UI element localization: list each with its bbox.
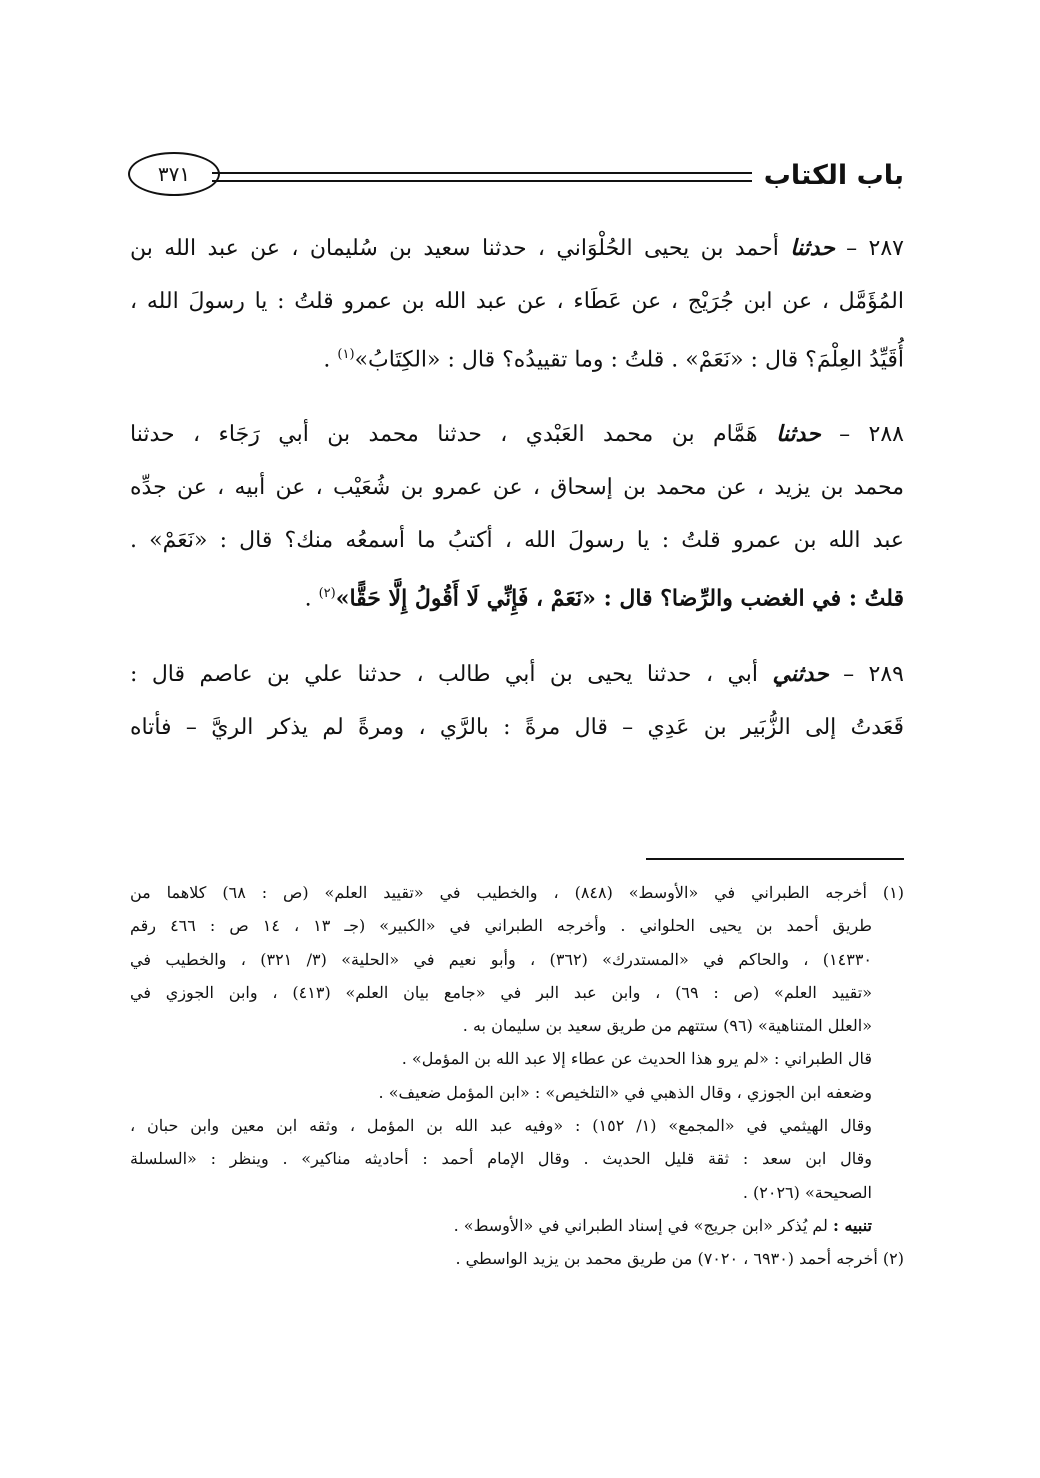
footnote-tanbih — [130, 1209, 904, 1242]
hadith-keyword: حدثني — [772, 660, 829, 687]
tanbih-text: لم يُذكر «ابن جريج» في إسناد الطبراني في «الأوسط» . — [453, 1215, 833, 1235]
hadith-number: ٢٨٩ – — [843, 661, 904, 687]
footnotes — [130, 876, 904, 1276]
header-double-rule — [212, 172, 752, 182]
text-line — [130, 514, 904, 567]
hadith-keyword: حدثنا — [790, 235, 835, 261]
text-line — [130, 328, 904, 386]
footnote-ref-2[interactable]: (٢) — [318, 586, 336, 602]
hadith-number: ٢٨٧ – — [846, 236, 904, 261]
footnote-1-note: وقال الهيثمي في «المجمع» (١/ ١٥٢) : «وفيه عبد الله بن المؤمل ، وثقه ابن معين وابن حبان ، — [130, 1116, 873, 1136]
footnote-1-note: وقال ابن سعد : ثقة قليل الحديث . وقال الإمام أحمد : أحاديثه مناكير» . وينظر : «السلسلة — [130, 1149, 873, 1169]
page-number: ٣٧١ — [128, 152, 220, 196]
text-segment: . — [323, 347, 338, 373]
running-title: باب الكتاب — [763, 160, 904, 191]
hadith-287 — [130, 222, 904, 386]
footnote-1-line: ١٤٣٣٠) ، والحاكم في «المستدرك» (٣٦٢) ، وأبو نعيم في «الحلية» (٣/ ٣٢١) ، والخطيب في — [130, 949, 873, 969]
text-segment: أُقَيِّدُ العِلْمَ؟ قال : «نَعَمْ» . قلتُ : وما تقييدُه؟ قال : «الكِتَابُ» — [354, 347, 904, 373]
text-segment: عبد الله بن عمرو قلتُ : يا رسولَ الله ، أكتبُ ما أسمعُه منك؟ قال : «نَعَمْ» . — [130, 528, 904, 554]
page-header — [128, 150, 904, 208]
text-line — [130, 408, 904, 461]
footnote-1-line: طريق أحمد بن يحيى الحلواني . وأخرجه الطبراني في «الكبير» (جـ ١٣ ، ١٤ ص : ٤٦٦ رقم — [130, 916, 873, 936]
footnote-ref-1[interactable]: (١) — [337, 347, 355, 362]
hadith-289 — [130, 648, 904, 754]
text-line — [130, 648, 904, 701]
footnote-1-note: قال الطبراني : «لم يرو هذا الحديث عن عطاء إلا عبد الله بن المؤمل» . — [401, 1049, 872, 1069]
text-segment: أبي ، حدثنا يحيى بن أبي طالب ، حدثنا علي بن عاصم قال : — [130, 661, 759, 687]
main-text — [130, 222, 904, 776]
text-segment: . — [304, 586, 319, 612]
tanbih-label: تنبيه : — [833, 1215, 872, 1235]
text-segment: أحمد بن يحيى الحُلْوَاني ، حدثنا سعيد بن سُليمان ، عن عبد الله بن — [130, 236, 779, 261]
hadith-number: ٢٨٨ – — [839, 422, 904, 448]
text-segment: هَمَّام بن محمد العَبْدي ، حدثنا محمد بن أبي رَجَاء ، حدثنا — [130, 422, 758, 448]
text-segment: محمد بن يزيد ، عن محمد بن إسحاق ، عن عمرو بن شُعَيْب ، عن أبيه ، عن جدِّه — [130, 475, 904, 501]
footnote-1-line: «تقييد العلم» (ص : ٦٩) ، وابن عبد البر في «جامع بيان العلم» (٤١٣) ، وابن الجوزي في — [130, 982, 873, 1002]
text-line — [130, 461, 904, 514]
footnote-1-note: الصحيحة» (٢٠٢٦) . — [742, 1182, 872, 1202]
text-line — [130, 701, 904, 754]
footnote-1-line: «العلل المتناهية» (٩٦) ستتهم من طريق سعيد بن سليمان به . — [462, 1016, 872, 1036]
footnote-1-note: وضعفه ابن الجوزي ، وقال الذهبي في «التلخيص» : «ابن المؤمل ضعيف» . — [378, 1082, 872, 1102]
text-line — [130, 567, 904, 625]
text-line — [130, 275, 904, 328]
footnote-separator — [646, 858, 904, 860]
hadith-keyword: حدثنا — [776, 421, 821, 448]
text-segment: قلتُ : في الغضب والرِّضا؟ قال : «نَعَمْ ، فَإِنِّي لَا أَقُولُ إِلَّا حَقًّا» — [335, 585, 904, 612]
text-line — [130, 222, 904, 275]
text-segment: قَعَدتُ إلى الزُّبَير بن عَدِي – قال مرةً : بالرَّي ، ومرةً لم يذكر الريَّ – فأتاه — [130, 714, 904, 740]
footnote-1-line: (١) أخرجه الطبراني في «الأوسط» (٨٤٨) ، والخطيب في «تقييد العلم» (ص : ٦٨) كلاهما من — [130, 883, 904, 902]
text-segment: المُؤَمَّل ، عن ابن جُرَيْج ، عن عَطَاء ، عن عبد الله بن عمرو قلتُ : يا رسولَ الله ، — [130, 289, 904, 314]
footnote-2: (٢) أخرجه أحمد (٦٩٣٠ ، ٧٠٢٠) من طريق محمد بن يزيد الواسطي . — [455, 1249, 904, 1269]
hadith-288 — [130, 408, 904, 625]
